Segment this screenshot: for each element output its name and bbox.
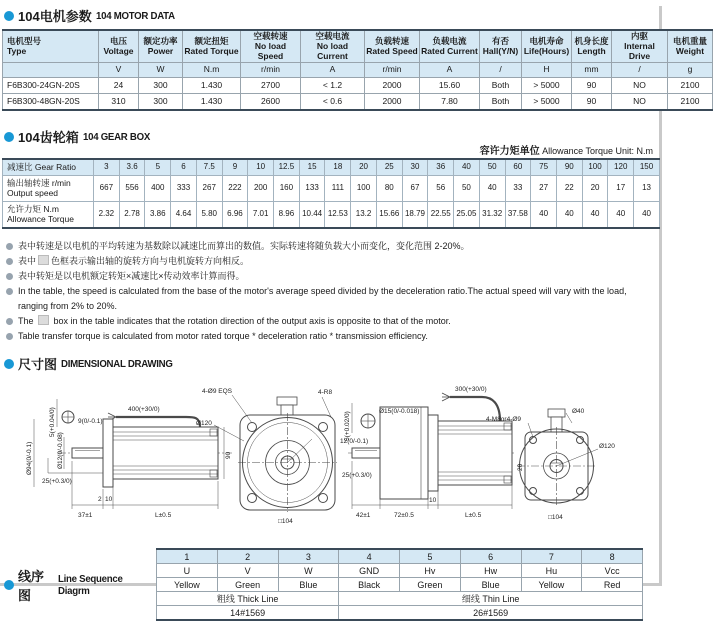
header-en: Rated Torque bbox=[184, 45, 239, 56]
gear-torque-value: 13.2 bbox=[351, 202, 377, 229]
section-bullet-icon bbox=[4, 580, 14, 590]
gear-torque-value: 3.86 bbox=[145, 202, 171, 229]
header-cn: 机身长度 bbox=[574, 35, 609, 46]
header-cn: 电压 bbox=[109, 35, 127, 46]
value-cell: Both bbox=[480, 94, 522, 111]
value-cell: 300 bbox=[139, 94, 183, 111]
gear-torque-value: 40 bbox=[634, 202, 660, 229]
header-cn: 空载电流 bbox=[315, 31, 350, 41]
note-item bbox=[6, 269, 659, 284]
motor-col-header bbox=[365, 30, 420, 63]
dim-label: 90 bbox=[225, 452, 232, 460]
gear-torque-value: 40 bbox=[531, 202, 557, 229]
header-en: Power bbox=[147, 45, 174, 56]
gear-ratio-value: 5 bbox=[145, 159, 171, 176]
signal-name: U bbox=[157, 564, 218, 578]
dim-label: L±0.5 bbox=[465, 512, 482, 520]
note-text-pre: 表中转矩是以电机额定转矩×减速比×传动效率计算而得。 bbox=[18, 271, 245, 282]
pin-number: 3 bbox=[278, 549, 339, 564]
value-cell: > 5000 bbox=[522, 78, 572, 94]
dim-label: 300(+30/0) bbox=[455, 386, 487, 394]
line-section-title-en: Line Sequence Diagrm bbox=[57, 572, 123, 597]
gear-speed-value: 27 bbox=[531, 176, 557, 202]
thick-wire-gauge: 14#1569 bbox=[157, 606, 339, 621]
note-text-pre: 表中转速是以电机的平均转速为基数除以减速比而算出的数值。实际转速将随负载大小而变化，变化范围 2-20%。 bbox=[18, 241, 470, 252]
motor-col-header bbox=[612, 30, 668, 63]
drawing-section-title-cn: 尺寸图 bbox=[18, 357, 58, 373]
unit-cell: A bbox=[420, 63, 480, 78]
gear-ratio-value: 3 bbox=[94, 159, 120, 176]
dim-label: Ø12(0/-0.08) bbox=[57, 432, 64, 470]
wire-color: Blue bbox=[460, 578, 521, 592]
motor-col-header bbox=[301, 30, 365, 63]
dim-label: 25(+0.3/0) bbox=[342, 472, 372, 480]
header-cn: 电机重量 bbox=[672, 35, 707, 46]
unit-cell: g bbox=[668, 63, 713, 78]
value-cell: 310 bbox=[99, 94, 139, 111]
gear-speed-value: 17 bbox=[608, 176, 634, 202]
thin-line-label: 细线 Thin Line bbox=[339, 592, 643, 606]
pin-number: 5 bbox=[400, 549, 461, 564]
dim-label: 4-R8 bbox=[318, 389, 333, 397]
gear-torque-value: 40 bbox=[556, 202, 582, 229]
gear-ratio-value: 10 bbox=[248, 159, 274, 176]
motor-col-header bbox=[241, 30, 301, 63]
signal-name: V bbox=[217, 564, 278, 578]
header-cn: 电机寿命 bbox=[529, 35, 564, 46]
signal-name: Vcc bbox=[582, 564, 643, 578]
value-cell: 2600 bbox=[241, 94, 301, 111]
gear-speed-value: 556 bbox=[119, 176, 145, 202]
pin-number: 7 bbox=[521, 549, 582, 564]
wire-color: Red bbox=[582, 578, 643, 592]
section-bullet-icon bbox=[4, 11, 14, 21]
signal-name: Hw bbox=[460, 564, 521, 578]
gear-speed-value: 56 bbox=[428, 176, 454, 202]
value-cell: 2000 bbox=[365, 78, 420, 94]
wire-color: Black bbox=[339, 578, 400, 592]
wire-color: Blue bbox=[278, 578, 339, 592]
header-en: No load Current bbox=[316, 40, 349, 61]
gear-ratio-value: 100 bbox=[582, 159, 608, 176]
gear-torque-value: 22.55 bbox=[428, 202, 454, 229]
unit-cell: W bbox=[139, 63, 183, 78]
note-bullet-icon bbox=[6, 273, 13, 280]
motor-col-header bbox=[183, 30, 241, 63]
gear-torque-value: 25.05 bbox=[454, 202, 480, 229]
pin-number: 8 bbox=[582, 549, 643, 564]
gear-speed-value: 13 bbox=[634, 176, 660, 202]
gear-torque-value: 8.96 bbox=[274, 202, 300, 229]
torque-unit-note-cn: 容许力矩单位 bbox=[479, 146, 540, 158]
gear-torque-label bbox=[3, 202, 94, 229]
motor-col-header bbox=[99, 30, 139, 63]
header-en: Rated Current bbox=[421, 45, 478, 56]
value-cell: 2000 bbox=[365, 94, 420, 111]
value-cell: > 5000 bbox=[522, 94, 572, 111]
dim-label: 9(0/-0.1) bbox=[78, 418, 103, 426]
torque-unit-note bbox=[480, 142, 653, 157]
dim-label: 42±1 bbox=[356, 512, 371, 520]
gear-speed-value: 200 bbox=[248, 176, 274, 202]
header-en: Life(Hours) bbox=[523, 45, 570, 56]
note-text bbox=[18, 269, 245, 284]
label-cn: 输出轴转速 r/min bbox=[7, 178, 71, 189]
dim-label: Ø15(0/-0.018) bbox=[379, 408, 420, 416]
pin-number: 2 bbox=[217, 549, 278, 564]
note-text bbox=[18, 254, 249, 269]
gear-ratio-value: 20 bbox=[351, 159, 377, 176]
value-cell: 2100 bbox=[668, 94, 713, 111]
motor-table-head bbox=[3, 30, 713, 78]
unit-cell: N.m bbox=[183, 63, 241, 78]
gear-torque-value: 2.32 bbox=[94, 202, 120, 229]
dimensional-drawing bbox=[0, 377, 659, 534]
value-cell: 90 bbox=[572, 94, 612, 111]
unit-cell: r/min bbox=[365, 63, 420, 78]
value-cell: < 1.2 bbox=[301, 78, 365, 94]
motor-col-header bbox=[139, 30, 183, 63]
gear-speed-value: 111 bbox=[325, 176, 351, 202]
motor-col-header bbox=[522, 30, 572, 63]
value-cell: NO bbox=[612, 94, 668, 111]
value-cell: Both bbox=[480, 78, 522, 94]
dim-label: Ø94(0/-0.1) bbox=[26, 442, 33, 476]
note-text-pre: Table transfer torque is calculated from motor rated torque * deceleration ratio * transmission efficiency. bbox=[18, 331, 428, 342]
value-cell: NO bbox=[612, 78, 668, 94]
gear-speed-value: 667 bbox=[94, 176, 120, 202]
gear-torque-value: 40 bbox=[608, 202, 634, 229]
note-text-post: 色框表示输出轴的旋转方向与电机旋转方向相反。 bbox=[51, 256, 250, 267]
gear-torque-value: 7.01 bbox=[248, 202, 274, 229]
gear-speed-value: 222 bbox=[222, 176, 248, 202]
gear-speed-value: 67 bbox=[402, 176, 428, 202]
dimensional-drawing-svg bbox=[0, 377, 662, 529]
note-text bbox=[18, 314, 451, 329]
header-en: Hall(Y/N) bbox=[482, 45, 519, 56]
motor-col-header bbox=[668, 30, 713, 63]
note-text bbox=[18, 329, 428, 344]
unit-cell bbox=[3, 63, 99, 78]
gear-speed-value: 133 bbox=[299, 176, 325, 202]
dim-label: 4-M8or4-Ø9 bbox=[486, 416, 522, 424]
gear-speed-value: 50 bbox=[454, 176, 480, 202]
value-cell: 7.80 bbox=[420, 94, 480, 111]
dim-label: 10 bbox=[105, 496, 113, 504]
gear-torque-value: 6.96 bbox=[222, 202, 248, 229]
gear-ratio-value: 25 bbox=[376, 159, 402, 176]
dim-label: L±0.5 bbox=[155, 512, 172, 520]
gray-box-icon bbox=[38, 315, 49, 325]
gear-speed-value: 20 bbox=[582, 176, 608, 202]
gear-table-body bbox=[3, 159, 660, 228]
note-text bbox=[18, 284, 659, 314]
header-en: Type bbox=[7, 45, 27, 56]
gear-torque-value: 40 bbox=[582, 202, 608, 229]
gear-section-title-cn: 104齿轮箱 bbox=[18, 130, 79, 146]
header-cn: 负载转速 bbox=[374, 35, 409, 46]
wire-color: Yellow bbox=[521, 578, 582, 592]
gear-torque-value: 37.58 bbox=[505, 202, 531, 229]
gear-ratio-value: 30 bbox=[402, 159, 428, 176]
header-en: Length bbox=[577, 45, 606, 56]
signal-name: GND bbox=[339, 564, 400, 578]
motor-col-header bbox=[480, 30, 522, 63]
label-cn: 允许力矩 N.m bbox=[7, 204, 59, 215]
dim-label: 400(+30/0) bbox=[128, 406, 160, 414]
note-bullet-icon bbox=[6, 318, 13, 325]
note-bullet-icon bbox=[6, 243, 13, 250]
gear-speed-value: 33 bbox=[505, 176, 531, 202]
header-cn: 额定扭矩 bbox=[194, 35, 229, 46]
motor-section-header bbox=[4, 6, 659, 25]
header-en: Voltage bbox=[103, 45, 134, 56]
value-cell: 1.430 bbox=[183, 78, 241, 94]
pin-number: 4 bbox=[339, 549, 400, 564]
header-en: No load Speed bbox=[254, 40, 287, 61]
unit-cell: / bbox=[480, 63, 522, 78]
signal-name: Hu bbox=[521, 564, 582, 578]
line-sequence-section bbox=[0, 542, 659, 621]
motor-data-row bbox=[3, 94, 713, 111]
header-en: Rated Speed bbox=[366, 45, 418, 56]
header-cn: 电机型号 bbox=[7, 35, 42, 46]
gray-box-icon bbox=[38, 255, 49, 265]
gear-section-title-en: 104 GEAR BOX bbox=[82, 130, 150, 143]
signal-row bbox=[157, 564, 643, 578]
drawing-section-title-en: DIMENSIONAL DRAWING bbox=[61, 357, 173, 370]
section-bullet-icon bbox=[4, 132, 14, 142]
dim-label: Ø40 bbox=[572, 408, 585, 416]
note-item bbox=[6, 284, 659, 314]
dim-label: □104 bbox=[548, 514, 563, 522]
dim-label: 20 bbox=[517, 464, 524, 472]
wire-color: Yellow bbox=[157, 578, 218, 592]
dim-label: 4-Ø9 EQS bbox=[202, 388, 232, 396]
motor-col-header bbox=[3, 30, 99, 63]
value-cell: 1.430 bbox=[183, 94, 241, 111]
gear-speed-value: 80 bbox=[376, 176, 402, 202]
dim-label: 37±1 bbox=[78, 512, 93, 520]
gear-header-row bbox=[3, 159, 660, 176]
gear-torque-value: 18.79 bbox=[402, 202, 428, 229]
gear-ratio-value: 75 bbox=[531, 159, 557, 176]
value-cell: 2700 bbox=[241, 78, 301, 94]
motor-data-row bbox=[3, 78, 713, 94]
line-sequence-table bbox=[156, 548, 643, 621]
dim-label: Ø120 bbox=[196, 420, 212, 428]
gear-speed-value: 400 bbox=[145, 176, 171, 202]
gear-ratio-value: 15 bbox=[299, 159, 325, 176]
note-item bbox=[6, 329, 659, 344]
line-section-title-cn: 线序图 bbox=[18, 568, 45, 603]
dim-label: 12(0/-0.1) bbox=[340, 438, 369, 446]
note-item bbox=[6, 314, 659, 329]
note-bullet-icon bbox=[6, 258, 13, 265]
motor-col-header bbox=[420, 30, 480, 63]
gear-speed-value: 40 bbox=[479, 176, 505, 202]
gear-speed-value: 267 bbox=[196, 176, 222, 202]
gear-ratio-value: 6 bbox=[171, 159, 197, 176]
signal-name: W bbox=[278, 564, 339, 578]
line-type-row bbox=[157, 592, 643, 606]
gear-speed-label bbox=[3, 176, 94, 202]
motor-col-header bbox=[572, 30, 612, 63]
unit-cell: H bbox=[522, 63, 572, 78]
unit-cell: r/min bbox=[241, 63, 301, 78]
gear-ratio-value: 18 bbox=[325, 159, 351, 176]
dim-label: 72±0.5 bbox=[394, 512, 414, 520]
section-bullet-icon bbox=[4, 359, 14, 369]
gear-torque-value: 31.32 bbox=[479, 202, 505, 229]
gear-ratio-value: 3.6 bbox=[119, 159, 145, 176]
gear-ratio-value: 36 bbox=[428, 159, 454, 176]
unit-cell: V bbox=[99, 63, 139, 78]
unit-cell: / bbox=[612, 63, 668, 78]
gear-torque-value: 10.44 bbox=[299, 202, 325, 229]
gear-speed-value: 160 bbox=[274, 176, 300, 202]
label-en: Allowance Torque bbox=[7, 213, 74, 224]
value-cell: < 0.6 bbox=[301, 94, 365, 111]
gear-torque-value: 5.80 bbox=[196, 202, 222, 229]
note-bullet-icon bbox=[6, 288, 13, 295]
unit-cell: mm bbox=[572, 63, 612, 78]
gear-table-wrap bbox=[0, 146, 659, 229]
value-cell: 300 bbox=[139, 78, 183, 94]
motor-data-table bbox=[2, 29, 713, 111]
pin-number: 6 bbox=[460, 549, 521, 564]
torque-unit-note-en: Allowance Torque Unit: N.m bbox=[542, 146, 653, 157]
gear-ratio-value: 7.5 bbox=[196, 159, 222, 176]
dim-label: Ø120 bbox=[599, 443, 615, 451]
dim-label: 5(+0.04/0) bbox=[49, 407, 56, 438]
gear-ratio-value: 120 bbox=[608, 159, 634, 176]
notes-list bbox=[6, 239, 659, 344]
gear-torque-value: 12.53 bbox=[325, 202, 351, 229]
gear-speed-row bbox=[3, 176, 660, 202]
motor-table-body bbox=[3, 78, 713, 111]
note-text-pre: The bbox=[18, 316, 37, 327]
value-cell: 24 bbox=[99, 78, 139, 94]
note-item bbox=[6, 239, 659, 254]
model-cell: F6B300-48GN-20S bbox=[3, 94, 99, 111]
value-cell: 15.60 bbox=[420, 78, 480, 94]
dim-label: 2 bbox=[98, 496, 102, 504]
gear-torque-value: 15.66 bbox=[376, 202, 402, 229]
header-cn: 负载电流 bbox=[432, 35, 467, 46]
gear-torque-row bbox=[3, 202, 660, 229]
signal-name: Hv bbox=[400, 564, 461, 578]
dim-label: 25(+0.3/0) bbox=[42, 478, 72, 486]
note-text-pre: In the table, the speed is calculated from the base of the motor's average speed divided by the deceleration ratio.The actual speed will vary with the load, ranging from 2% to 20%. bbox=[18, 286, 627, 312]
note-bullet-icon bbox=[6, 333, 13, 340]
gear-ratio-value: 40 bbox=[454, 159, 480, 176]
value-cell: 2100 bbox=[668, 78, 713, 94]
model-cell: F6B300-24GN-20S bbox=[3, 78, 99, 94]
header-cn: 空载转速 bbox=[253, 31, 288, 41]
wire-color: Green bbox=[217, 578, 278, 592]
value-cell: 90 bbox=[572, 78, 612, 94]
gear-ratio-value: 90 bbox=[556, 159, 582, 176]
motor-section-title-en: 104 MOTOR DATA bbox=[95, 9, 175, 22]
line-table-body bbox=[157, 549, 643, 620]
gear-ratio-value: 60 bbox=[505, 159, 531, 176]
note-item bbox=[6, 254, 659, 269]
thin-wire-gauge: 26#1569 bbox=[339, 606, 643, 621]
header-en: Internal Drive bbox=[624, 40, 655, 61]
motor-units-row bbox=[3, 63, 713, 78]
gear-speed-value: 333 bbox=[171, 176, 197, 202]
motor-section-title-cn: 104电机参数 bbox=[18, 9, 92, 24]
wire-color-row bbox=[157, 578, 643, 592]
wire-color: Green bbox=[400, 578, 461, 592]
datasheet-page bbox=[0, 6, 707, 618]
gear-box-table bbox=[2, 158, 660, 229]
gear-ratio-value: 9 bbox=[222, 159, 248, 176]
gear-torque-value: 4.64 bbox=[171, 202, 197, 229]
gear-ratio-value: 50 bbox=[479, 159, 505, 176]
gear-ratio-label: 减速比 Gear Ratio bbox=[3, 159, 94, 176]
note-text bbox=[18, 239, 470, 254]
header-cn: 额定功率 bbox=[143, 35, 178, 46]
note-text-pre: 表中 bbox=[18, 256, 37, 267]
dim-label: 5(+0.02/0) bbox=[344, 411, 351, 442]
gear-ratio-value: 150 bbox=[634, 159, 660, 176]
header-cn: 内驱 bbox=[630, 31, 648, 41]
thick-line-label: 粗线 Thick Line bbox=[157, 592, 339, 606]
gear-torque-value: 2.78 bbox=[119, 202, 145, 229]
header-en: Weight bbox=[675, 45, 705, 56]
header-cn: 有否 bbox=[491, 35, 509, 46]
pin-number-row bbox=[157, 549, 643, 564]
line-section-header bbox=[4, 552, 156, 617]
gear-speed-value: 100 bbox=[351, 176, 377, 202]
note-text-post: box in the table indicates that the rotation direction of the output axis is opposite to that of the motor. bbox=[51, 316, 451, 327]
gear-ratio-value: 12.5 bbox=[274, 159, 300, 176]
dim-label: 10 bbox=[429, 497, 437, 505]
dim-label: □104 bbox=[278, 518, 293, 526]
pin-number: 1 bbox=[157, 549, 218, 564]
wire-gauge-row bbox=[157, 606, 643, 621]
gear-speed-value: 22 bbox=[556, 176, 582, 202]
label-en: Output speed bbox=[7, 187, 59, 198]
unit-cell: A bbox=[301, 63, 365, 78]
drawing-section-header bbox=[4, 354, 659, 373]
